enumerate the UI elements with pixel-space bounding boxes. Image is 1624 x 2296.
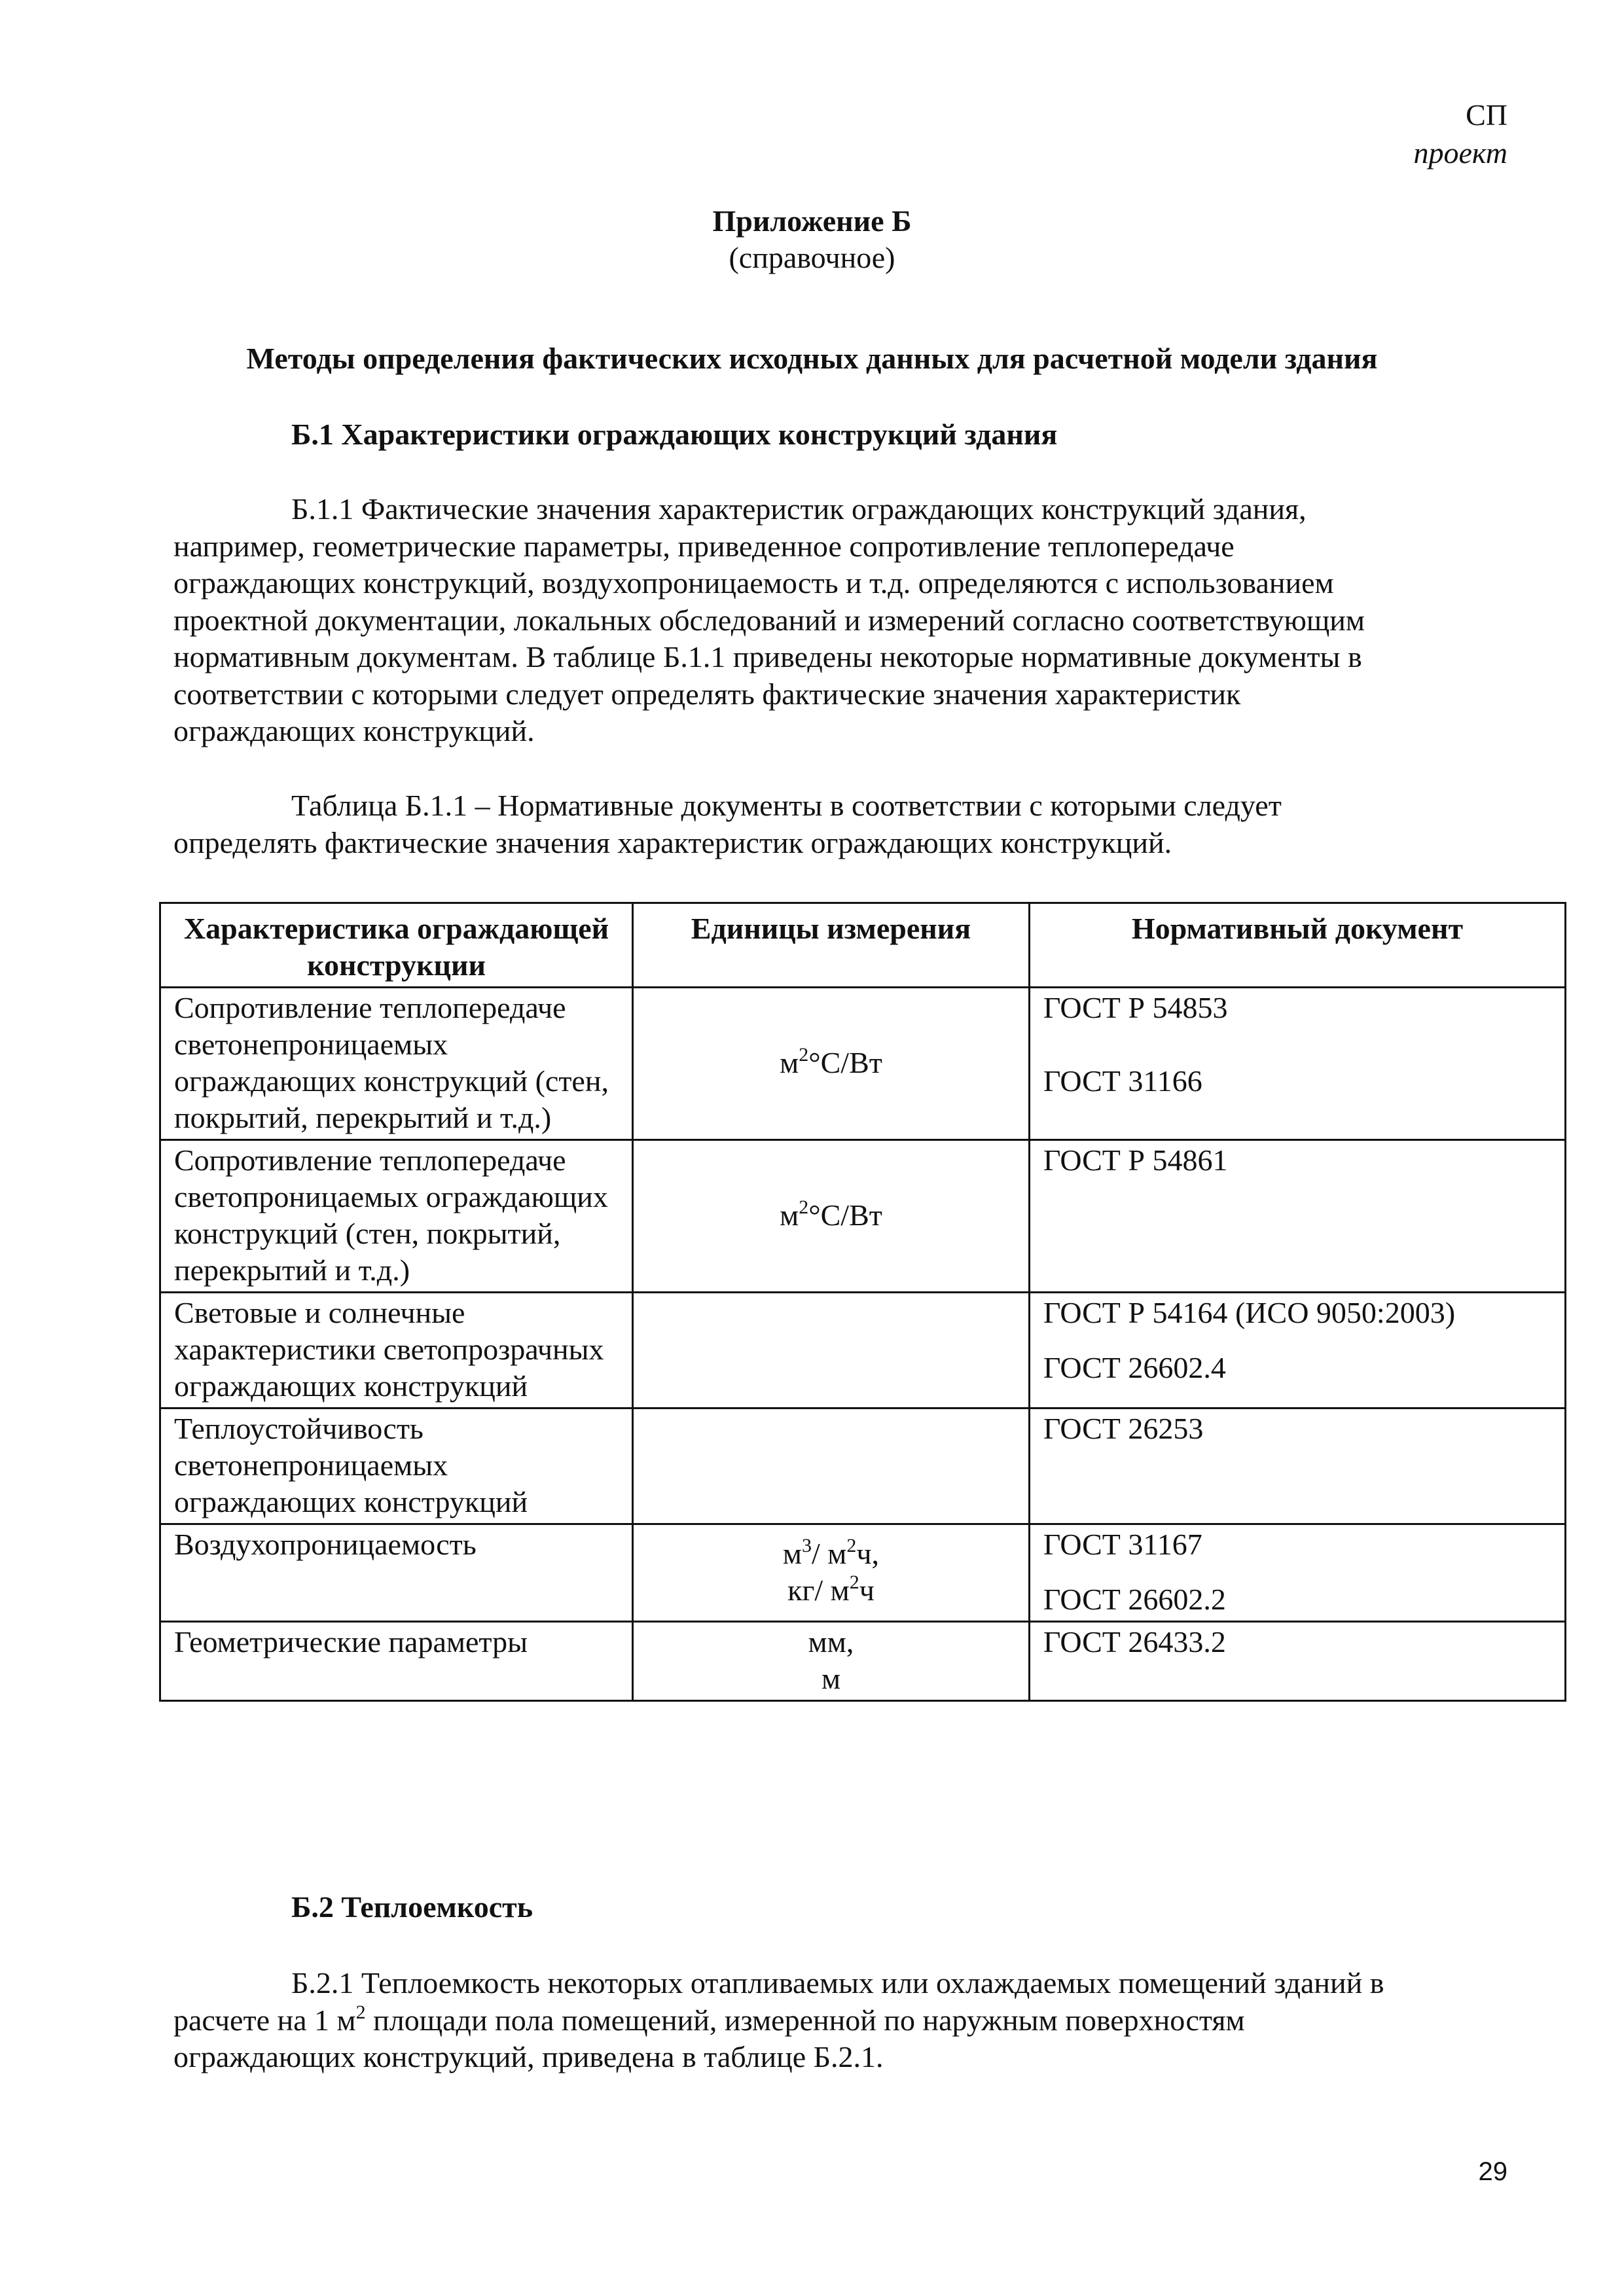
section-1-paragraph [173,491,1476,750]
cell-characteristic: Световые и солнечные характеристики светопрозрачных ограждающих конструкций [160,1293,633,1408]
cell-document [1029,988,1565,1140]
cell-units [633,1293,1030,1408]
cell-document [1029,1524,1565,1622]
document-ref: ГОСТ 26253 [1043,1412,1204,1445]
table-row [160,1408,1566,1524]
table-header-row [160,903,1566,988]
cell-units: $м^2^\circ С/Вт$ [633,1140,1030,1293]
caption-line: определять фактические значения характеристик ограждающих конструкций. [173,825,1172,859]
paragraph-line: расчете на 1 $м^2$ площади пола помещений, измеренной по наружным поверхностям [173,2001,1245,2037]
cell-document [1029,1408,1565,1524]
header-document: Нормативный документ [1029,903,1565,988]
paragraph-line: Б.1.1 Фактические значения характеристик ограждающих конструкций здания, [291,492,1307,526]
paragraph-line: соответствии с которыми следует определять фактические значения характеристик [173,677,1241,711]
cell-units: $м^3/$ $м^2ч$, кг/ $м^2ч$ [633,1524,1030,1622]
normative-documents-table [159,902,1566,1702]
section-1-heading: Б.1 Характеристики ограждающих конструкций здания [291,418,1058,451]
document-ref: ГОСТ Р 54853 [1043,991,1228,1024]
header-characteristic: Характеристика ограждающей конструкции [160,903,633,988]
cell-units: мм, м [633,1622,1030,1701]
cell-document [1029,1293,1565,1408]
document-code: СП [1466,98,1507,132]
cell-characteristic: Геометрические параметры [160,1622,633,1701]
table-row [160,1622,1566,1701]
cell-units [633,1408,1030,1524]
page-number: 29 [1478,2157,1507,2186]
paragraph-line: ограждающих конструкций, воздухопроницаемость и т.д. определяются с использованием [173,566,1334,600]
paragraph-line: ограждающих конструкций, приведена в таблице Б.2.1. [173,2040,884,2073]
table-row [160,1524,1566,1622]
table-caption [173,787,1476,861]
cell-document [1029,1140,1565,1293]
document-ref: ГОСТ 26602.4 [1043,1351,1226,1384]
document-status: проект [1413,136,1507,170]
appendix-main-heading: Методы определения фактических исходных данных для расчетной модели здания [246,342,1378,375]
document-ref: ГОСТ 26433.2 [1043,1625,1226,1659]
appendix-subtitle: (справочное) [729,241,895,274]
paragraph-line: например, геометрические параметры, приведенное сопротивление теплопередаче [173,529,1235,563]
document-ref: ГОСТ Р 54861 [1043,1143,1228,1177]
document-ref: ГОСТ 31166 [1043,1064,1202,1098]
appendix-title: Приложение Б [712,204,912,238]
table-row [160,1140,1566,1293]
document-ref: ГОСТ 31167 [1043,1528,1202,1561]
cell-characteristic: Воздухопроницаемость [160,1524,633,1622]
paragraph-line: ограждающих конструкций. [173,714,535,747]
table-row [160,988,1566,1140]
document-ref: ГОСТ Р 54164 (ИСО 9050:2003) [1043,1296,1456,1329]
cell-units: $м^2^\circ С/Вт$ [633,988,1030,1140]
header-units: Единицы измерения [633,903,1030,988]
paragraph-line: проектной документации, локальных обследований и измерений согласно соответствующим [173,603,1365,637]
section-2-paragraph [173,1965,1476,2076]
paragraph-line: нормативным документам. В таблице Б.1.1 приведены некоторые нормативные документы в [173,640,1362,673]
caption-line: Таблица Б.1.1 – Нормативные документы в соответствии с которыми следует [291,789,1282,822]
cell-characteristic: Сопротивление теплопередаче светонепроницаемых ограждающих конструкций (стен, покрытий, перекрытий и т.д.) [160,988,633,1140]
cell-document [1029,1622,1565,1701]
table-row [160,1293,1566,1408]
cell-characteristic: Теплоустойчивость светонепроницаемых ограждающих конструкций [160,1408,633,1524]
section-2-heading: Б.2 Теплоемкость [291,1890,533,1924]
paragraph-line: Б.2.1 Теплоемкость некоторых отапливаемых или охлаждаемых помещений зданий в [291,1966,1384,2000]
cell-characteristic: Сопротивление теплопередаче светопроницаемых ограждающих конструкций (стен, покрытий, перекрытий и т.д.) [160,1140,633,1293]
document-ref: ГОСТ 26602.2 [1043,1583,1226,1616]
